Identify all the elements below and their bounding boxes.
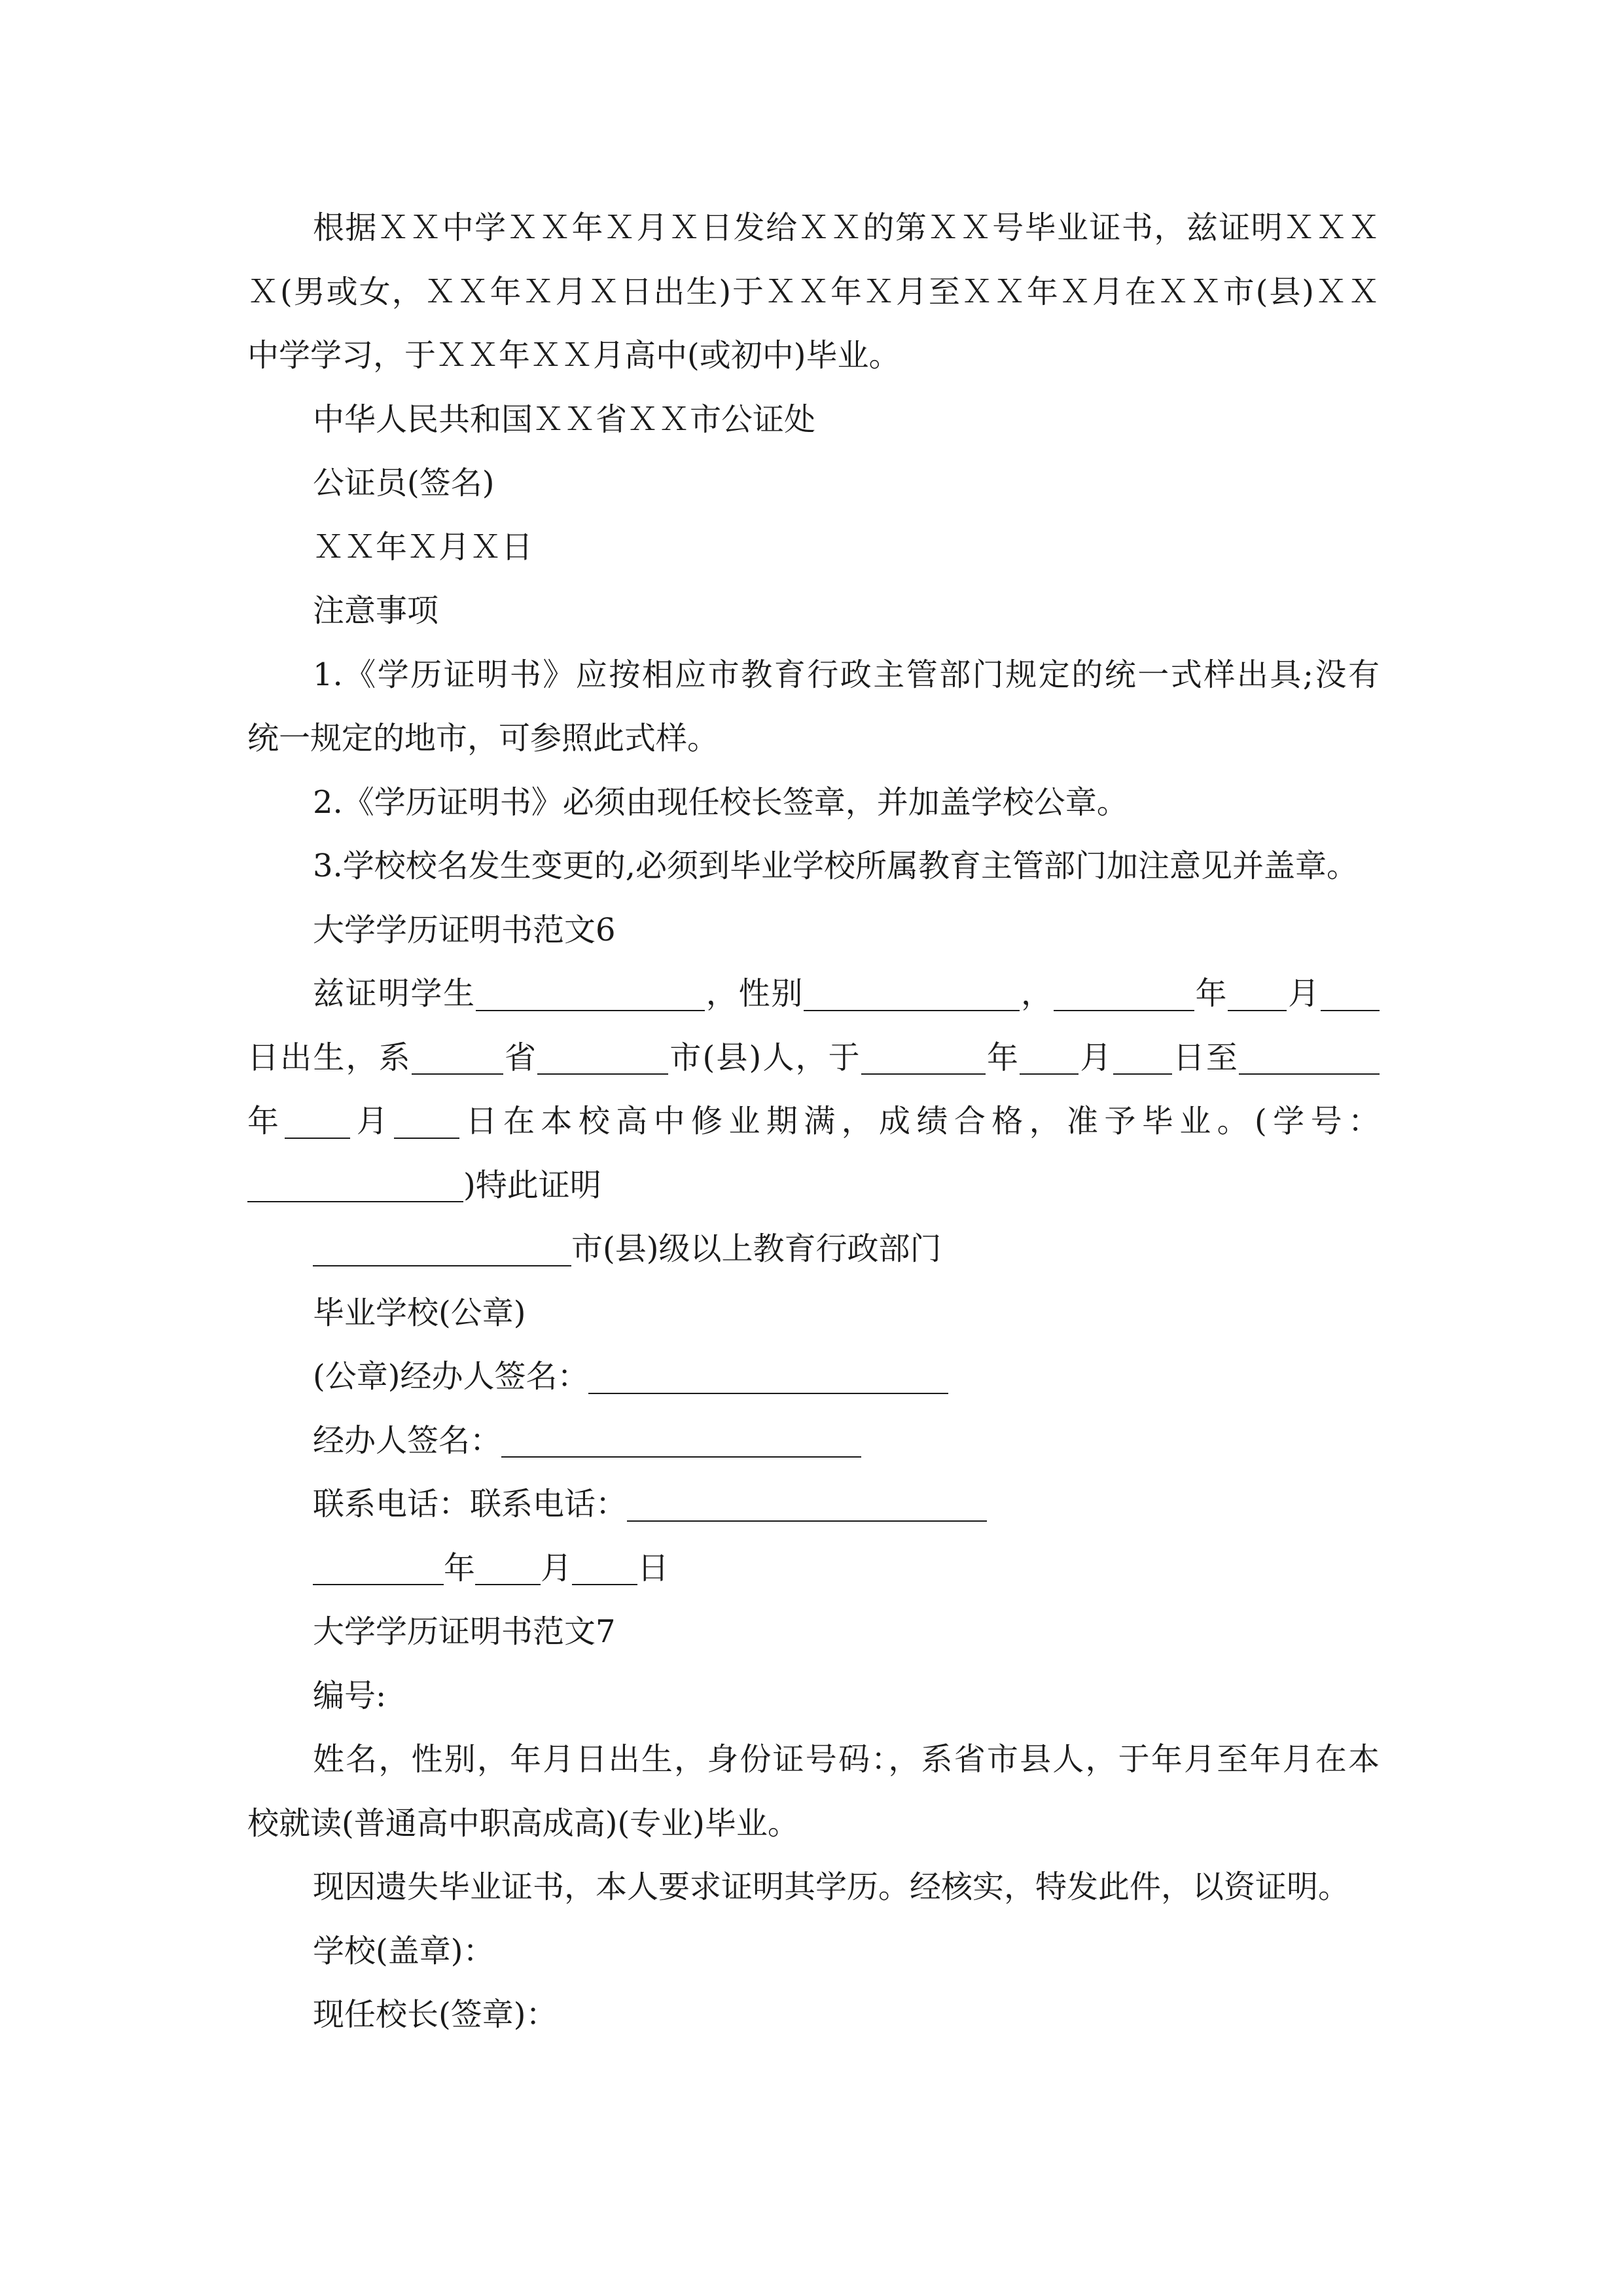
note-item: 1.《学历证明书》应按相应市教育行政主管部门规定的统一式样出具;没有 (313, 656, 1380, 693)
form-line (247, 1409, 1380, 1473)
form-line (247, 1217, 1380, 1282)
form-text: 日至 (1171, 1039, 1239, 1076)
cert-body-line: 中学学习，于ＸＸ年ＸＸ月高中(或初中)毕业。 (247, 337, 901, 374)
form-text: 日出生，系 (247, 1039, 412, 1076)
form-text: 省 (503, 1039, 538, 1076)
sample-7-heading: 大学学历证明书范文7 (313, 1613, 616, 1650)
doc-number: 编号: (313, 1677, 387, 1714)
form-text: 月 (1079, 1039, 1113, 1076)
form-line (247, 1026, 1380, 1090)
gender-blank (804, 977, 1020, 1011)
note-item: 3.学校校名发生变更的,必须到毕业学校所属教育主管部门加注意见并盖章。 (313, 848, 1359, 884)
form-line (247, 1345, 1380, 1409)
note-item: 统一规定的地市，可参照此式样。 (247, 720, 719, 757)
notary-office: 中华人民共和国ＸＸ省ＸＸ市公证处 (313, 401, 816, 438)
start-day-blank (1113, 1041, 1172, 1075)
form-text: 月 (541, 1549, 573, 1587)
birth-month-blank (1228, 977, 1287, 1011)
form-line (247, 1090, 1380, 1154)
s7-lost-statement: 现因遗失毕业证书，本人要求证明其学历。经核实，特发此件，以资证明。 (313, 1869, 1350, 1905)
form-text: 兹证明学生 (313, 975, 476, 1012)
province-blank (412, 1041, 503, 1075)
date-year-blank (313, 1551, 444, 1585)
form-line (247, 962, 1380, 1026)
form-text: 经办人签名： (313, 1422, 502, 1459)
handler-blank (501, 1424, 861, 1458)
cert-body-line: 根据ＸＸ中学ＸＸ年Ｘ月Ｘ日发给ＸＸ的第ＸＸ号毕业证书，兹证明ＸＸＸ (313, 209, 1380, 246)
date-month-blank (475, 1551, 541, 1585)
form-text: 日在本校高中修业期满，成绩合格，准予毕业。(学号： (459, 1103, 1380, 1139)
form-text: 年 (1194, 975, 1228, 1012)
seal-handler-blank (588, 1359, 948, 1393)
form-text: ，性别 (704, 975, 804, 1012)
student-name-blank (476, 977, 705, 1011)
department-blank (313, 1232, 571, 1266)
end-day-blank (394, 1104, 459, 1138)
s7-principal-sign: 现任校长(签章)： (313, 1996, 558, 2033)
form-text: 联系电话：联系电话： (313, 1486, 628, 1522)
city-blank (537, 1041, 668, 1075)
end-month-blank (285, 1104, 350, 1138)
form-line (247, 1537, 1380, 1601)
start-month-blank (1020, 1041, 1079, 1075)
form-text: 年 (444, 1549, 476, 1587)
form-text: 日 (637, 1549, 669, 1587)
form-text: 月 (350, 1103, 395, 1139)
form-line (247, 1473, 1380, 1537)
form-line (247, 1154, 1380, 1218)
form-text: (公章)经办人签名： (313, 1358, 589, 1395)
form-text: 年 (985, 1039, 1020, 1076)
notes-heading: 注意事项 (313, 592, 439, 629)
note-item: 2.《学历证明书》必须由现任校长签章，并加盖学校公章。 (313, 783, 1128, 821)
form-text: 月 (1287, 975, 1321, 1012)
start-year-blank (861, 1041, 986, 1075)
notary-date: ＸＸ年Ｘ月Ｘ日 (313, 528, 533, 565)
end-year-blank (1239, 1041, 1380, 1075)
form-text: ， (1020, 975, 1054, 1012)
form-text: 年 (247, 1103, 285, 1139)
form-text: 市(县)级以上教育行政部门 (571, 1230, 942, 1267)
s7-body-line: 姓名，性别，年月日出生，身份证号码：，系省市县人，于年月至年月在本 (313, 1741, 1380, 1778)
school-seal: 毕业学校(公章) (313, 1294, 526, 1331)
student-number-blank (247, 1168, 463, 1202)
birth-year-blank (1054, 977, 1194, 1011)
notary-signature: 公证员(签名) (313, 465, 495, 501)
phone-blank (627, 1487, 987, 1521)
s7-school-seal: 学校(盖章)： (313, 1932, 495, 1969)
cert-body-line: Ｘ(男或女，ＸＸ年Ｘ月Ｘ日出生)于ＸＸ年Ｘ月至ＸＸ年Ｘ月在ＸＸ市(县)ＸＸ (247, 273, 1380, 310)
birth-day-blank (1321, 977, 1380, 1011)
date-day-blank (572, 1551, 637, 1585)
form-text: 市(县)人，于 (668, 1039, 861, 1076)
form-text: )特此证明 (463, 1166, 601, 1204)
document-body (247, 196, 1380, 2047)
s7-body-line: 校就读(普通高中职高成高)(专业)毕业。 (247, 1804, 799, 1842)
sample-6-heading: 大学学历证明书范文6 (313, 911, 616, 948)
